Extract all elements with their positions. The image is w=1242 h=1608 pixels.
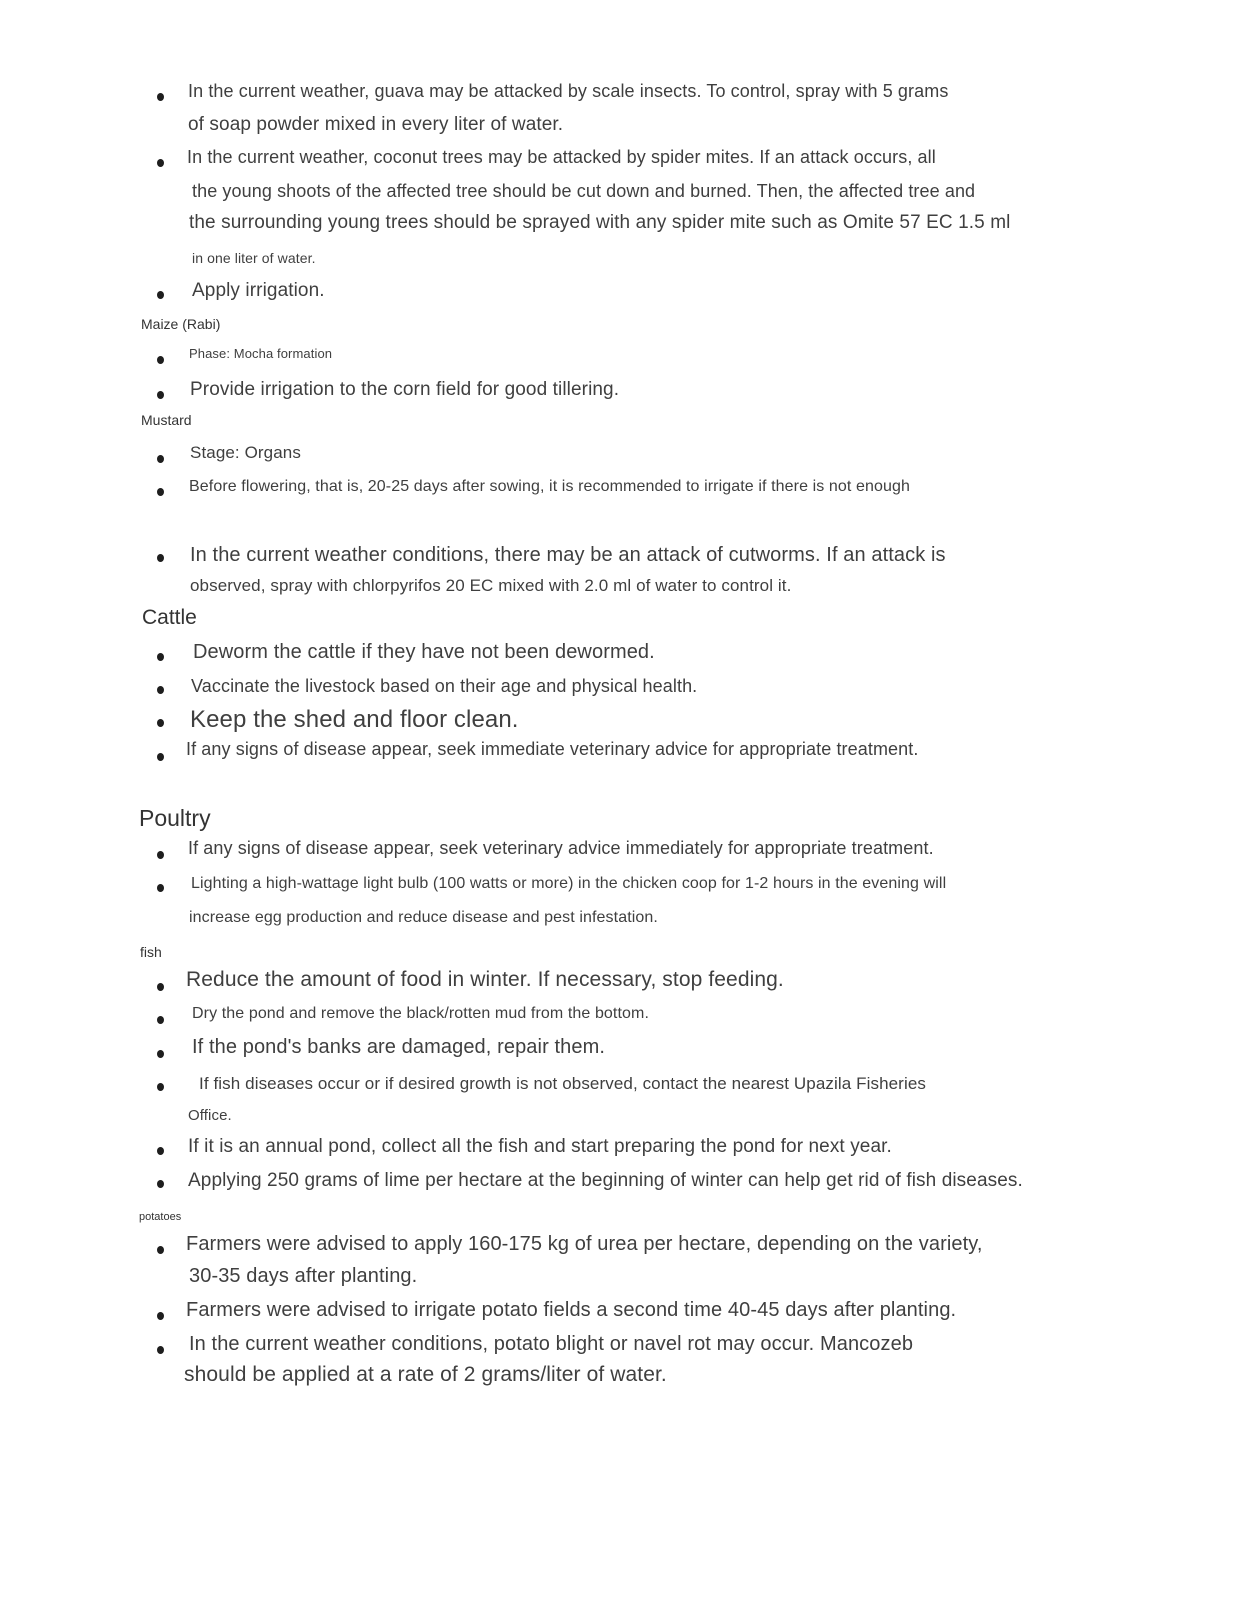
list-item-text: the young shoots of the affected tree should be cut down and burned. Then, the affected tree and [192,181,976,202]
list-item-text: Reduce the amount of food in winter. If necessary, stop feeding. [186,968,784,992]
list-item-text: Farmers were advised to apply 160-175 kg of urea per hectare, depending on the variety, [186,1233,983,1255]
list-item-text: Applying 250 grams of lime per hectare at the beginning of winter can help get rid of fish diseases. [188,1169,1023,1191]
list-item-text: Keep the shed and floor clean. [190,705,519,733]
list-item-text: If the pond's banks are damaged, repair them. [192,1036,606,1058]
list-item-text: In the current weather, coconut trees may be attacked by spider mites. If an attack occurs, all [187,147,936,168]
bullet-icon [157,884,164,892]
list-item-text: Phase: Mocha formation [189,346,333,362]
list-item-text: In the current weather conditions, potato blight or navel rot may occur. Mancozeb [189,1333,914,1355]
list-item-text: If any signs of disease appear, seek veterinary advice immediately for appropriate treatment. [188,838,934,859]
bullet-icon [157,851,164,859]
bullet-icon [157,291,164,299]
section-heading-potatoes: potatoes [139,1210,182,1223]
list-item-text: Apply irrigation. [192,279,325,301]
bullet-icon [157,488,164,496]
list-item-text: Deworm the cattle if they have not been dewormed. [193,641,655,663]
list-item-text: Lighting a high-wattage light bulb (100 watts or more) in the chicken coop for 1-2 hours in the evening will [191,875,947,893]
bullet-icon [157,1180,164,1188]
list-item-text: Office. [188,1107,232,1124]
bullet-icon [157,753,164,761]
bullet-icon [157,356,164,364]
bullet-icon [157,554,164,562]
bullet-icon [157,1083,164,1091]
bullet-icon [157,1312,164,1320]
bullet-icon [157,391,164,399]
section-heading-mustard: Mustard [141,412,192,429]
list-item-text: In the current weather, guava may be attacked by scale insects. To control, spray with 5 grams [188,81,949,102]
list-item-text: should be applied at a rate of 2 grams/liter of water. [184,1363,667,1387]
section-heading-cattle: Cattle [142,606,197,630]
list-item-text: Stage: Organs [190,442,301,462]
bullet-icon [157,1147,164,1155]
section-heading-fish: fish [140,944,162,961]
bullet-icon [157,1346,164,1354]
list-item-text: If it is an annual pond, collect all the fish and start preparing the pond for next year. [188,1135,892,1157]
list-item-text: If fish diseases occur or if desired growth is not observed, contact the nearest Upazila Fisheries [199,1073,926,1093]
list-item-text: Provide irrigation to the corn field for good tillering. [190,378,620,400]
section-heading-poultry: Poultry [139,805,211,832]
list-item-text: observed, spray with chlorpyrifos 20 EC mixed with 2.0 ml of water to control it. [190,575,792,595]
list-item-text: In the current weather conditions, there may be an attack of cutworms. If an attack is [190,544,946,566]
section-heading-maize-rabi: Maize (Rabi) [141,316,221,333]
list-item-text: Farmers were advised to irrigate potato fields a second time 40-45 days after planting. [186,1299,957,1321]
list-item-text: If any signs of disease appear, seek immediate veterinary advice for appropriate treatment. [186,739,919,760]
bullet-icon [157,686,164,694]
list-item-text: Vaccinate the livestock based on their age and physical health. [191,676,698,697]
bullet-icon [157,1050,164,1058]
bullet-icon [157,93,164,101]
list-item-text: 30-35 days after planting. [189,1265,418,1287]
list-item-text: the surrounding young trees should be sprayed with any spider mite such as Omite 57 EC 1.5 ml [189,211,1011,233]
list-item-text: increase egg production and reduce disease and pest infestation. [189,909,658,927]
bullet-icon [157,719,164,727]
bullet-icon [157,653,164,661]
bullet-icon [157,1246,164,1254]
list-item-text: Before flowering, that is, 20-25 days after sowing, it is recommended to irrigate if there is not enough [189,478,910,496]
bullet-icon [157,159,164,167]
list-item-text: in one liter of water. [192,249,316,266]
bullet-icon [157,1016,164,1024]
list-item-text: Dry the pond and remove the black/rotten mud from the bottom. [192,1005,649,1023]
list-item-text: of soap powder mixed in every liter of water. [188,113,564,135]
bullet-icon [157,983,164,991]
bullet-icon [157,455,164,463]
